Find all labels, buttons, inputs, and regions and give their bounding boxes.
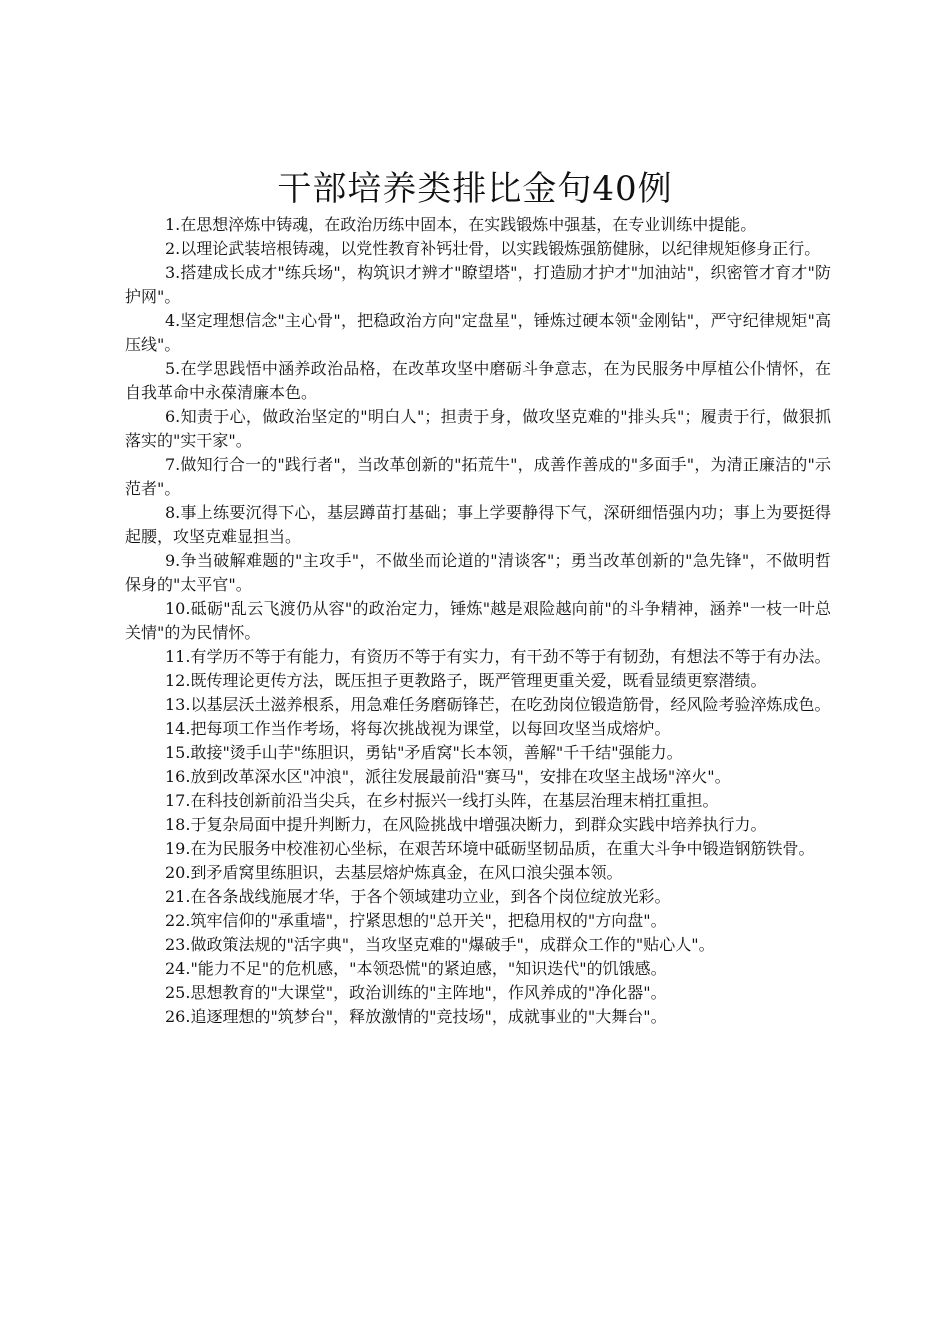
list-item: 24."能力不足"的危机感，"本领恐慌"的紧迫感，"知识迭代"的饥饿感。: [165, 959, 667, 978]
list-item: 23.做政策法规的"活字典"，当攻坚克难的"爆破手"，成群众工作的"贴心人"。: [165, 935, 715, 954]
list-item: 8.事上练要沉得下心，基层蹲苗打基础；事上学要静得下气，深研细悟强内功；事上为要挺得起腰，攻坚克难显担当。: [125, 503, 831, 546]
list-item: 26.追逐理想的"筑梦台"，释放激情的"竞技场"，成就事业的"大舞台"。: [165, 1007, 667, 1026]
list-item: 12.既传理论更传方法，既压担子更教路子，既严管理更重关爱，既看显绩更察潜绩。: [165, 671, 767, 690]
list-item: 9.争当破解难题的"主攻手"，不做坐而论道的"清谈客"；勇当改革创新的"急先锋"，不做明哲保身的"太平官"。: [125, 551, 831, 594]
document-body: [125, 213, 831, 1029]
list-item: 22.筑牢信仰的"承重墙"，拧紧思想的"总开关"，把稳用权的"方向盘"。: [165, 911, 667, 930]
list-item: 14.把每项工作当作考场，将每次挑战视为课堂，以每回攻坚当成熔炉。: [165, 719, 671, 738]
list-item: 19.在为民服务中校准初心坐标，在艰苦环境中砥砺坚韧品质，在重大斗争中锻造钢筋铁骨。: [165, 839, 815, 858]
list-item: 16.放到改革深水区"冲浪"，派往发展最前沿"赛马"，安排在攻坚主战场"淬火"。: [165, 767, 731, 786]
list-item: 13.以基层沃土滋养根系，用急难任务磨砺锋芒，在吃劲岗位锻造筋骨，经风险考验淬炼成色。: [165, 695, 831, 714]
list-item: 20.到矛盾窝里练胆识，去基层熔炉炼真金，在风口浪尖强本领。: [165, 863, 623, 882]
list-item: 17.在科技创新前沿当尖兵，在乡村振兴一线打头阵，在基层治理末梢扛重担。: [165, 791, 719, 810]
document-title: 干部培养类排比金句40例: [277, 169, 673, 209]
list-item: 2.以理论武装培根铸魂，以党性教育补钙壮骨，以实践锻炼强筋健脉，以纪律规矩修身正行。: [165, 239, 821, 258]
list-item: 7.做知行合一的"践行者"，当改革创新的"拓荒牛"，成善作善成的"多面手"，为清正廉洁的"示范者"。: [125, 455, 831, 498]
list-item: 10.砥砺"乱云飞渡仍从容"的政治定力，锤炼"越是艰险越向前"的斗争精神，涵养"一枝一叶总关情"的为民情怀。: [125, 599, 831, 642]
list-item: 4.坚定理想信念"主心骨"，把稳政治方向"定盘星"，锤炼过硬本领"金刚钻"，严守纪律规矩"高压线"。: [125, 311, 831, 354]
list-item: 6.知责于心，做政治坚定的"明白人"；担责于身，做攻坚克难的"排头兵"；履责于行，做狠抓落实的"实干家"。: [125, 407, 831, 450]
list-item: 21.在各条战线施展才华，于各个领域建功立业，到各个岗位绽放光彩。: [165, 887, 671, 906]
list-item: 18.于复杂局面中提升判断力，在风险挑战中增强决断力，到群众实践中培养执行力。: [165, 815, 767, 834]
list-item: 15.敢接"烫手山芋"练胆识，勇钻"矛盾窝"长本领，善解"千千结"强能力。: [165, 743, 683, 762]
list-item: 5.在学思践悟中涵养政治品格，在改革攻坚中磨砺斗争意志，在为民服务中厚植公仆情怀，在自我革命中永葆清廉本色。: [125, 359, 831, 402]
list-item: 25.思想教育的"大课堂"，政治训练的"主阵地"，作风养成的"净化器"。: [165, 983, 667, 1002]
list-item: 1.在思想淬炼中铸魂，在政治历练中固本，在实践锻炼中强基，在专业训练中提能。: [165, 215, 757, 234]
list-item: 3.搭建成长成才"练兵场"，构筑识才辨才"瞭望塔"，打造励才护才"加油站"，织密管才育才"防护网"。: [125, 263, 831, 306]
list-item: 11.有学历不等于有能力，有资历不等于有实力，有干劲不等于有韧劲，有想法不等于有办法。: [165, 647, 831, 666]
